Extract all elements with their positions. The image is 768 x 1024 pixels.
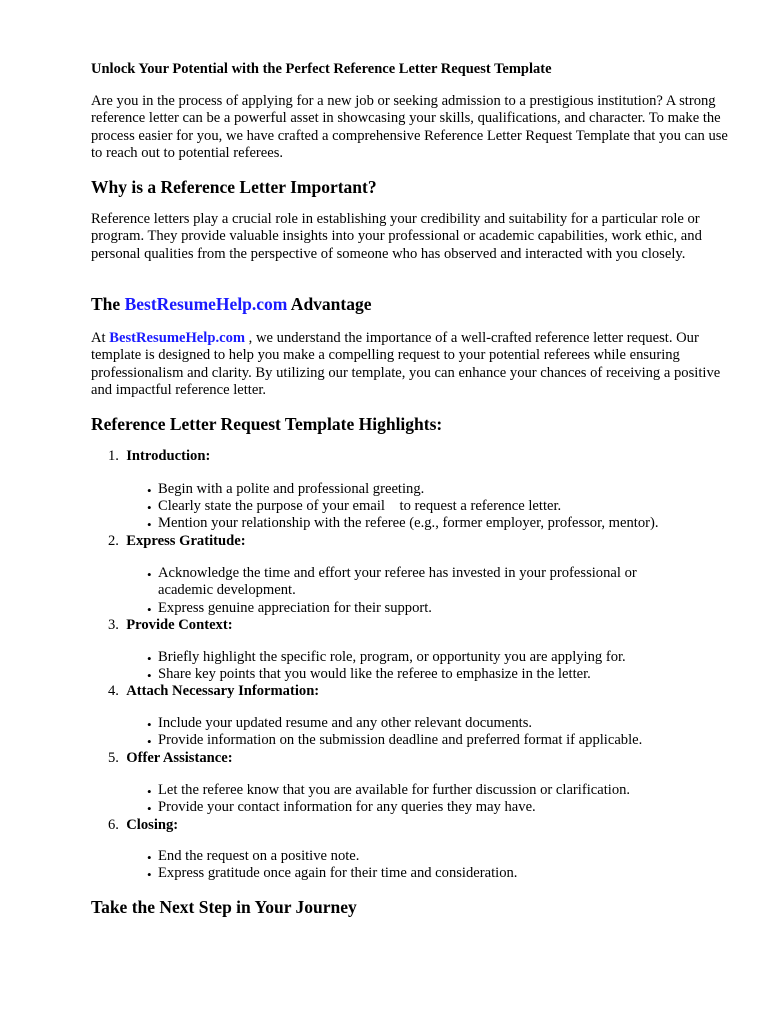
bullet-item: • End the request on a positive note.	[158, 848, 718, 865]
bullet-item: • Express gratitude once again for their time and consideration.	[158, 865, 718, 882]
section-label: Introduction:	[126, 448, 211, 464]
intro-paragraph: Are you in the process of applying for a new job or seeking admission to a prestigious institution? A strong reference letter can be a powerful asset in showcasing your skills, qualifications, and character. To make the process easier for you, we have crafted a comprehensive Reference Letter Request Template that you can use to reach out to potential referees.	[91, 93, 728, 161]
section-number: 5.	[108, 750, 119, 766]
advantage-body-post: , we understand the importance of a well-crafted reference letter request. Our template is designed to help you make a compelling request to your potential referees while ensuring professionalism and clarity. By utilizing our template, you can enhance your chances of receiving a positive and impactful reference letter.	[91, 330, 721, 398]
section-label: Attach Necessary Information:	[126, 683, 320, 699]
section-attach-information	[108, 683, 319, 700]
why-heading: Why is a Reference Letter Important?	[91, 177, 377, 197]
bullet-item: • Briefly highlight the specific role, program, or opportunity you are applying for.	[158, 649, 718, 666]
section-number: 6.	[108, 817, 119, 833]
advantage-paragraph	[91, 330, 731, 399]
next-step-heading: Take the Next Step in Your Journey	[91, 897, 357, 917]
section-express-gratitude	[108, 533, 246, 550]
section-number: 1.	[108, 448, 119, 464]
bullet-item: • Begin with a polite and professional greeting.	[158, 481, 718, 498]
bullet-item: • Acknowledge the time and effort your referee has invested in your professional or academic development.	[158, 565, 678, 599]
advantage-heading	[91, 294, 372, 315]
section-number: 4.	[108, 683, 119, 699]
section-offer-assistance	[108, 750, 233, 767]
section-label: Offer Assistance:	[126, 750, 233, 766]
section-closing	[108, 817, 178, 834]
section-label: Express Gratitude:	[126, 533, 246, 549]
bullet-item: • Provide your contact information for any queries they may have.	[158, 799, 718, 816]
bullet-item: • Let the referee know that you are available for further discussion or clarification.	[158, 782, 718, 799]
section-number: 2.	[108, 533, 119, 549]
why-paragraph: Reference letters play a crucial role in establishing your credibility and suitability for a particular role or program. They provide valuable insights into your professional or academic capabilities, work ethic, and personal qualities from the perspective of someone who has observed and interacted with you closely.	[91, 211, 702, 262]
advantage-body-pre: At	[91, 330, 110, 346]
highlights-heading: Reference Letter Request Template Highlights:	[91, 414, 443, 434]
advantage-heading-link[interactable]: BestResumeHelp.com	[124, 294, 288, 314]
section-label: Closing:	[126, 817, 179, 833]
bullet-item: • Express genuine appreciation for their support.	[158, 600, 718, 617]
bullet-item: • Include your updated resume and any other relevant documents.	[158, 715, 718, 732]
advantage-heading-pre: The	[91, 294, 125, 314]
section-label: Provide Context:	[126, 617, 233, 633]
document-title: Unlock Your Potential with the Perfect Reference Letter Request Template	[91, 61, 552, 77]
bullet-item: • Provide information on the submission deadline and preferred format if applicable.	[158, 732, 718, 749]
section-provide-context	[108, 617, 233, 634]
bullet-item: • Clearly state the purpose of your email to request a reference letter.	[158, 498, 718, 515]
advantage-body-link[interactable]: BestResumeHelp.com	[109, 330, 246, 346]
advantage-heading-post: Advantage	[287, 294, 372, 314]
section-introduction	[108, 448, 210, 465]
bullet-item: • Share key points that you would like the referee to emphasize in the letter.	[158, 666, 718, 683]
section-number: 3.	[108, 617, 119, 633]
bullet-item: • Mention your relationship with the referee (e.g., former employer, professor, mentor).	[158, 515, 718, 532]
